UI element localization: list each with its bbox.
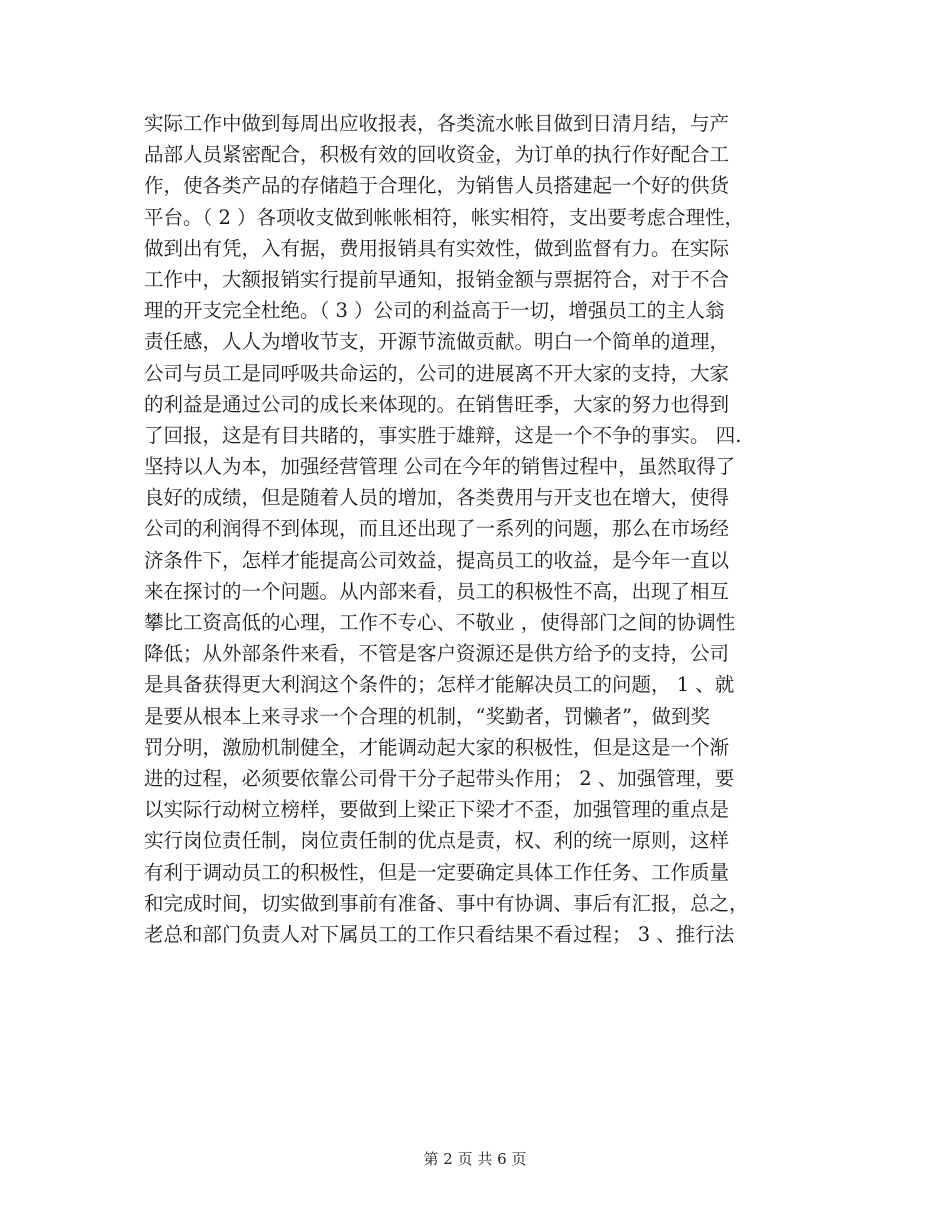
text-line: 实行岗位责任制，岗位责任制的优点是责，权、利的统一原则，这样 — [144, 829, 730, 853]
text-line: 以实际行动树立榜样，要做到上梁正下梁才不歪，加强管理的重点是 — [144, 798, 730, 822]
text-line: 平台。（ 2 ）各项收支做到帐帐相符，帐实相符，支出要考虑合理性， — [144, 205, 745, 229]
text-line: 实际工作中做到每周出应收报表，各类流水帐目做到日清月结，与产 — [144, 112, 730, 135]
text-line: 品部人员紧密配合，积极有效的回收资金，为订单的执行作好配合工 — [144, 143, 730, 167]
text-line: 了回报，这是有目共睹的，事实胜于雄辩，这是一个不争的事实。 四. — [144, 423, 742, 447]
text-line: 降低；从外部条件来看，不管是客户资源还是供方给予的支持，公司 — [144, 642, 730, 666]
text-line: 公司的利润得不到体现，而且还出现了一系列的问题，那么在市场经 — [144, 517, 730, 541]
page-footer: 第 2 页 共 6 页 — [423, 1150, 527, 1168]
text-line: 和完成时间，切实做到事前有准备、事中有协调、事后有汇报，总之， — [144, 891, 749, 915]
text-line: 是要从根本上来寻求一个合理的机制，“奖勤者，罚懒者”，做到奖 — [144, 704, 710, 728]
text-line: 作，使各类产品的存储趋于合理化，为销售人员搭建起一个好的供货 — [144, 174, 730, 198]
text-line: 进的过程，必须要依靠公司骨干分子起带头作用； 2 、加强管理，要 — [144, 766, 735, 790]
body-text — [144, 108, 804, 950]
text-line: 责任感，人人为增收节支，开源节流做贡献。明白一个简单的道理， — [144, 330, 730, 354]
text-line: 的利益是通过公司的成长来体现的。在销售旺季，大家的努力也得到 — [144, 392, 730, 416]
text-line: 有利于调动员工的积极性，但是一定要确定具体工作任务、工作质量 — [144, 860, 730, 884]
text-line: 坚持以人为本，加强经营管理 公司在今年的销售过程中，虽然取得了 — [144, 455, 736, 479]
text-line: 工作中，大额报销实行提前早通知，报销金额与票据符合，对于不合 — [144, 267, 730, 291]
text-line: 良好的成绩，但是随着人员的增加，各类费用与开支也在增大，使得 — [144, 486, 730, 510]
text-line: 公司与员工是同呼吸共命运的，公司的进展离不开大家的支持，大家 — [144, 361, 730, 385]
text-line: 来在探讨的一个问题。从内部来看，员工的积极性不高，出现了相互 — [144, 579, 730, 603]
text-line: 攀比工资高低的心理，工作不专心、不敬业 ，使得部门之间的协调性 — [144, 611, 736, 634]
text-line: 老总和部门负责人对下属员工的工作只看结果不看过程； 3 、推行法 — [144, 922, 735, 946]
text-line: 济条件下，怎样才能提高公司效益，提高员工的收益，是今年一直以 — [144, 548, 730, 572]
text-line: 理的开支完全杜绝。（ 3 ）公司的利益高于一切，增强员工的主人翁 — [144, 299, 725, 323]
text-line: 罚分明，激励机制健全，才能调动起大家的积极性，但是这是一个渐 — [144, 735, 730, 759]
text-line: 是具备获得更大利润这个条件的；怎样才能解决员工的问题， 1 、就 — [144, 673, 735, 697]
text-line: 做到出有凭，入有据，费用报销具有实效性，做到监督有力。在实际 — [144, 236, 730, 260]
